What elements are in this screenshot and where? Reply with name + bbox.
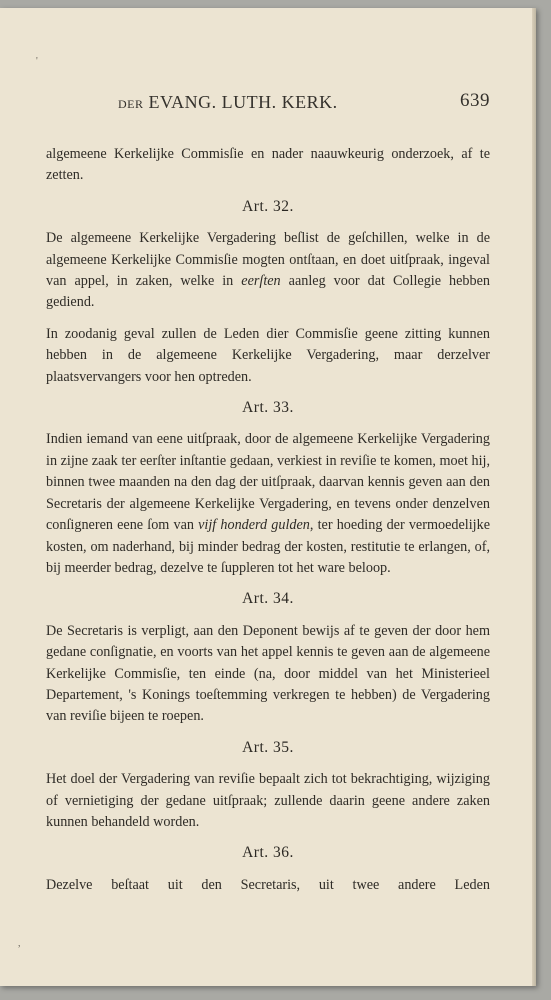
book-page (0, 8, 536, 986)
paragraph-continuation: algemeene Kerkelijke Commisſie en nader naauwkeurig onderzoek, af te zetten. (46, 146, 490, 184)
running-header (118, 90, 490, 116)
article-heading-36: Art. 36. (242, 844, 294, 862)
page-edge (532, 8, 536, 986)
paragraph-text: , ter hoeding der vermoedelijke kosten, om naderhand, bij minder bedrag der kosten, restitutie te erlangen, of, bij meerder bedrag, dezelve te ſuppleren tot het ware beloop. (46, 517, 490, 576)
speck: , (18, 938, 21, 949)
paragraph-art32-1 (46, 228, 490, 314)
italic-text: eerſten (241, 273, 281, 290)
running-head (118, 92, 338, 113)
running-head-title: EVANG. LUTH. KERK. (148, 92, 338, 112)
italic-text: vijf honderd gulden (198, 517, 310, 534)
article-heading-34: Art. 34. (242, 590, 294, 608)
paragraph-text: Indien iemand van eene uitſpraak, door de algemeene Kerkelijke Vergadering in zijne zaak ter eerſter inſtantie gedaan, verkiest in reviſie te komen, moet hij, binnen twee maanden na den dag der uitſpraak, daarvan kennis geven aan den Secretaris der algemeene Kerkelijke Vergadering, en tevens onder denzelven conſigneren eene ſom van (46, 431, 490, 534)
page-text (46, 144, 490, 896)
page-number: 639 (460, 90, 490, 111)
paragraph-art34: De Secretaris is verpligt, aan den Deponent bewijs af te geven der door hem gedane conſignatie, en voorts van het appel kennis te geven aan de algemeene Kerkelijke Commisſie, ten einde (na, door middel van het Ministerieel Departement, 's Konings toeſtemming verkregen te hebben) de Vergadering van reviſie bijeen te roepen. (46, 622, 490, 725)
paragraph-text: De algemeene Kerkelijke Vergadering beſlist de geſchillen, welke in de algemeene Kerkelijke Commisſie mogten ontſtaan, en doet uitſpraak, ingeval van appel, in zaken, welke in (46, 230, 490, 290)
article-heading-35: Art. 35. (242, 738, 294, 756)
paragraph-art32-2: In zoodanig geval zullen de Leden dier Commisſie geene zitting kunnen hebben in de algemeene Kerkelijke Vergadering, maar derzelver plaatsvervangers voor hen optreden. (46, 325, 490, 385)
paragraph-art35: Het doel der Vergadering van reviſie bepaalt zich tot bekrachtiging, wijziging of vernietiging der gedane uitſpraak; zullende daarin geene andere zaken kunnen behandeld worden. (46, 771, 490, 830)
paragraph-text: aanleg voor dat Collegie hebben gediend. (46, 273, 490, 311)
article-heading-32: Art. 32. (242, 197, 294, 215)
running-head-prefix: DER (118, 97, 144, 111)
speck: ' (36, 56, 38, 67)
paragraph-art33 (46, 429, 490, 579)
paragraph-art36: Dezelve beſtaat uit den Secretaris, uit twee andere Leden (46, 876, 490, 893)
article-heading-33: Art. 33. (242, 399, 294, 417)
